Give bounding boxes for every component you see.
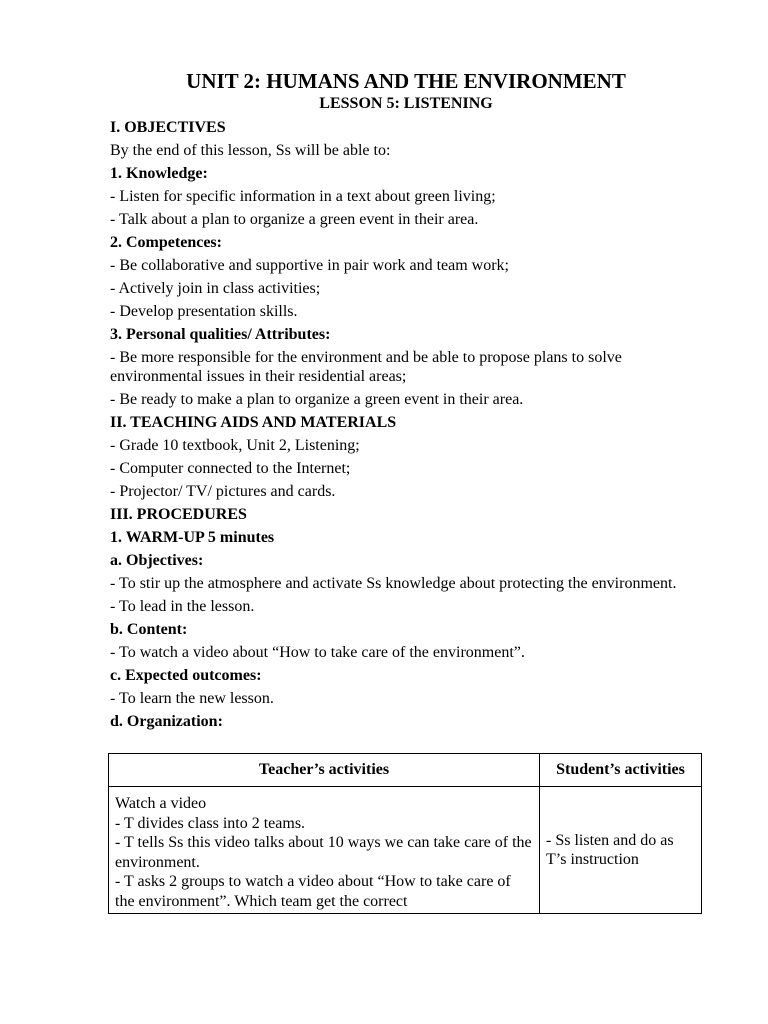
procedures-heading: III. PROCEDURES: [110, 506, 247, 523]
warmup-objectives-item: - To stir up the atmosphere and activate Ss knowledge about protecting the environment.: [110, 575, 677, 592]
spacer: [110, 735, 702, 753]
teacher-activity-line: - T tells Ss this video talks about 10 ways we can take care of the environment.: [115, 834, 532, 871]
content-heading: b. Content:: [110, 621, 188, 638]
teacher-activities-cell: [109, 787, 540, 914]
content-item: - To watch a video about “How to take care of the environment”.: [110, 644, 525, 661]
competences-item: - Be collaborative and supportive in pair work and team work;: [110, 257, 509, 274]
outcomes-heading: c. Expected outcomes:: [110, 667, 262, 684]
competences-item: - Actively join in class activities;: [110, 280, 321, 297]
competences-item: - Develop presentation skills.: [110, 303, 298, 320]
knowledge-heading: 1. Knowledge:: [110, 165, 208, 182]
aids-item: - Grade 10 textbook, Unit 2, Listening;: [110, 437, 360, 454]
lesson-title: LESSON 5: LISTENING: [319, 95, 493, 112]
table-header-row: [109, 754, 702, 787]
unit-title: UNIT 2: HUMANS AND THE ENVIRONMENT: [186, 69, 626, 93]
student-activities-cell: - Ss listen and do as T’s instruction: [540, 787, 702, 914]
lesson-plan-page: [110, 68, 702, 914]
teacher-activity-line: Watch a video: [115, 795, 207, 812]
warmup-objectives-item: - To lead in the lesson.: [110, 598, 255, 615]
student-activities-header: Student’s activities: [540, 754, 702, 787]
qualities-item: - Be more responsible for the environment and be able to propose plans to solve environmental issues in their residential areas;: [110, 349, 622, 385]
teacher-activity-line: - T asks 2 groups to watch a video about “How to take care of the environment”. Which team get the correct: [115, 873, 511, 910]
table-row: [109, 787, 702, 914]
teacher-activities-header: Teacher’s activities: [109, 754, 540, 787]
qualities-heading: 3. Personal qualities/ Attributes:: [110, 326, 331, 343]
outcomes-item: - To learn the new lesson.: [110, 690, 274, 707]
activities-table: [108, 753, 702, 914]
aids-item: - Projector/ TV/ pictures and cards.: [110, 483, 336, 500]
objectives-heading: I. OBJECTIVES: [110, 119, 226, 136]
warmup-objectives-heading: a. Objectives:: [110, 552, 204, 569]
qualities-item: - Be ready to make a plan to organize a green event in their area.: [110, 391, 524, 408]
organization-heading: d. Organization:: [110, 713, 223, 730]
knowledge-item: - Listen for specific information in a text about green living;: [110, 188, 496, 205]
aids-heading: II. TEACHING AIDS AND MATERIALS: [110, 414, 397, 431]
objectives-intro: By the end of this lesson, Ss will be able to:: [110, 142, 391, 159]
knowledge-item: - Talk about a plan to organize a green event in their area.: [110, 211, 479, 228]
teacher-activity-line: - T divides class into 2 teams.: [115, 814, 306, 832]
aids-item: - Computer connected to the Internet;: [110, 460, 351, 477]
competences-heading: 2. Competences:: [110, 234, 222, 251]
warmup-heading: 1. WARM-UP 5 minutes: [110, 529, 275, 546]
